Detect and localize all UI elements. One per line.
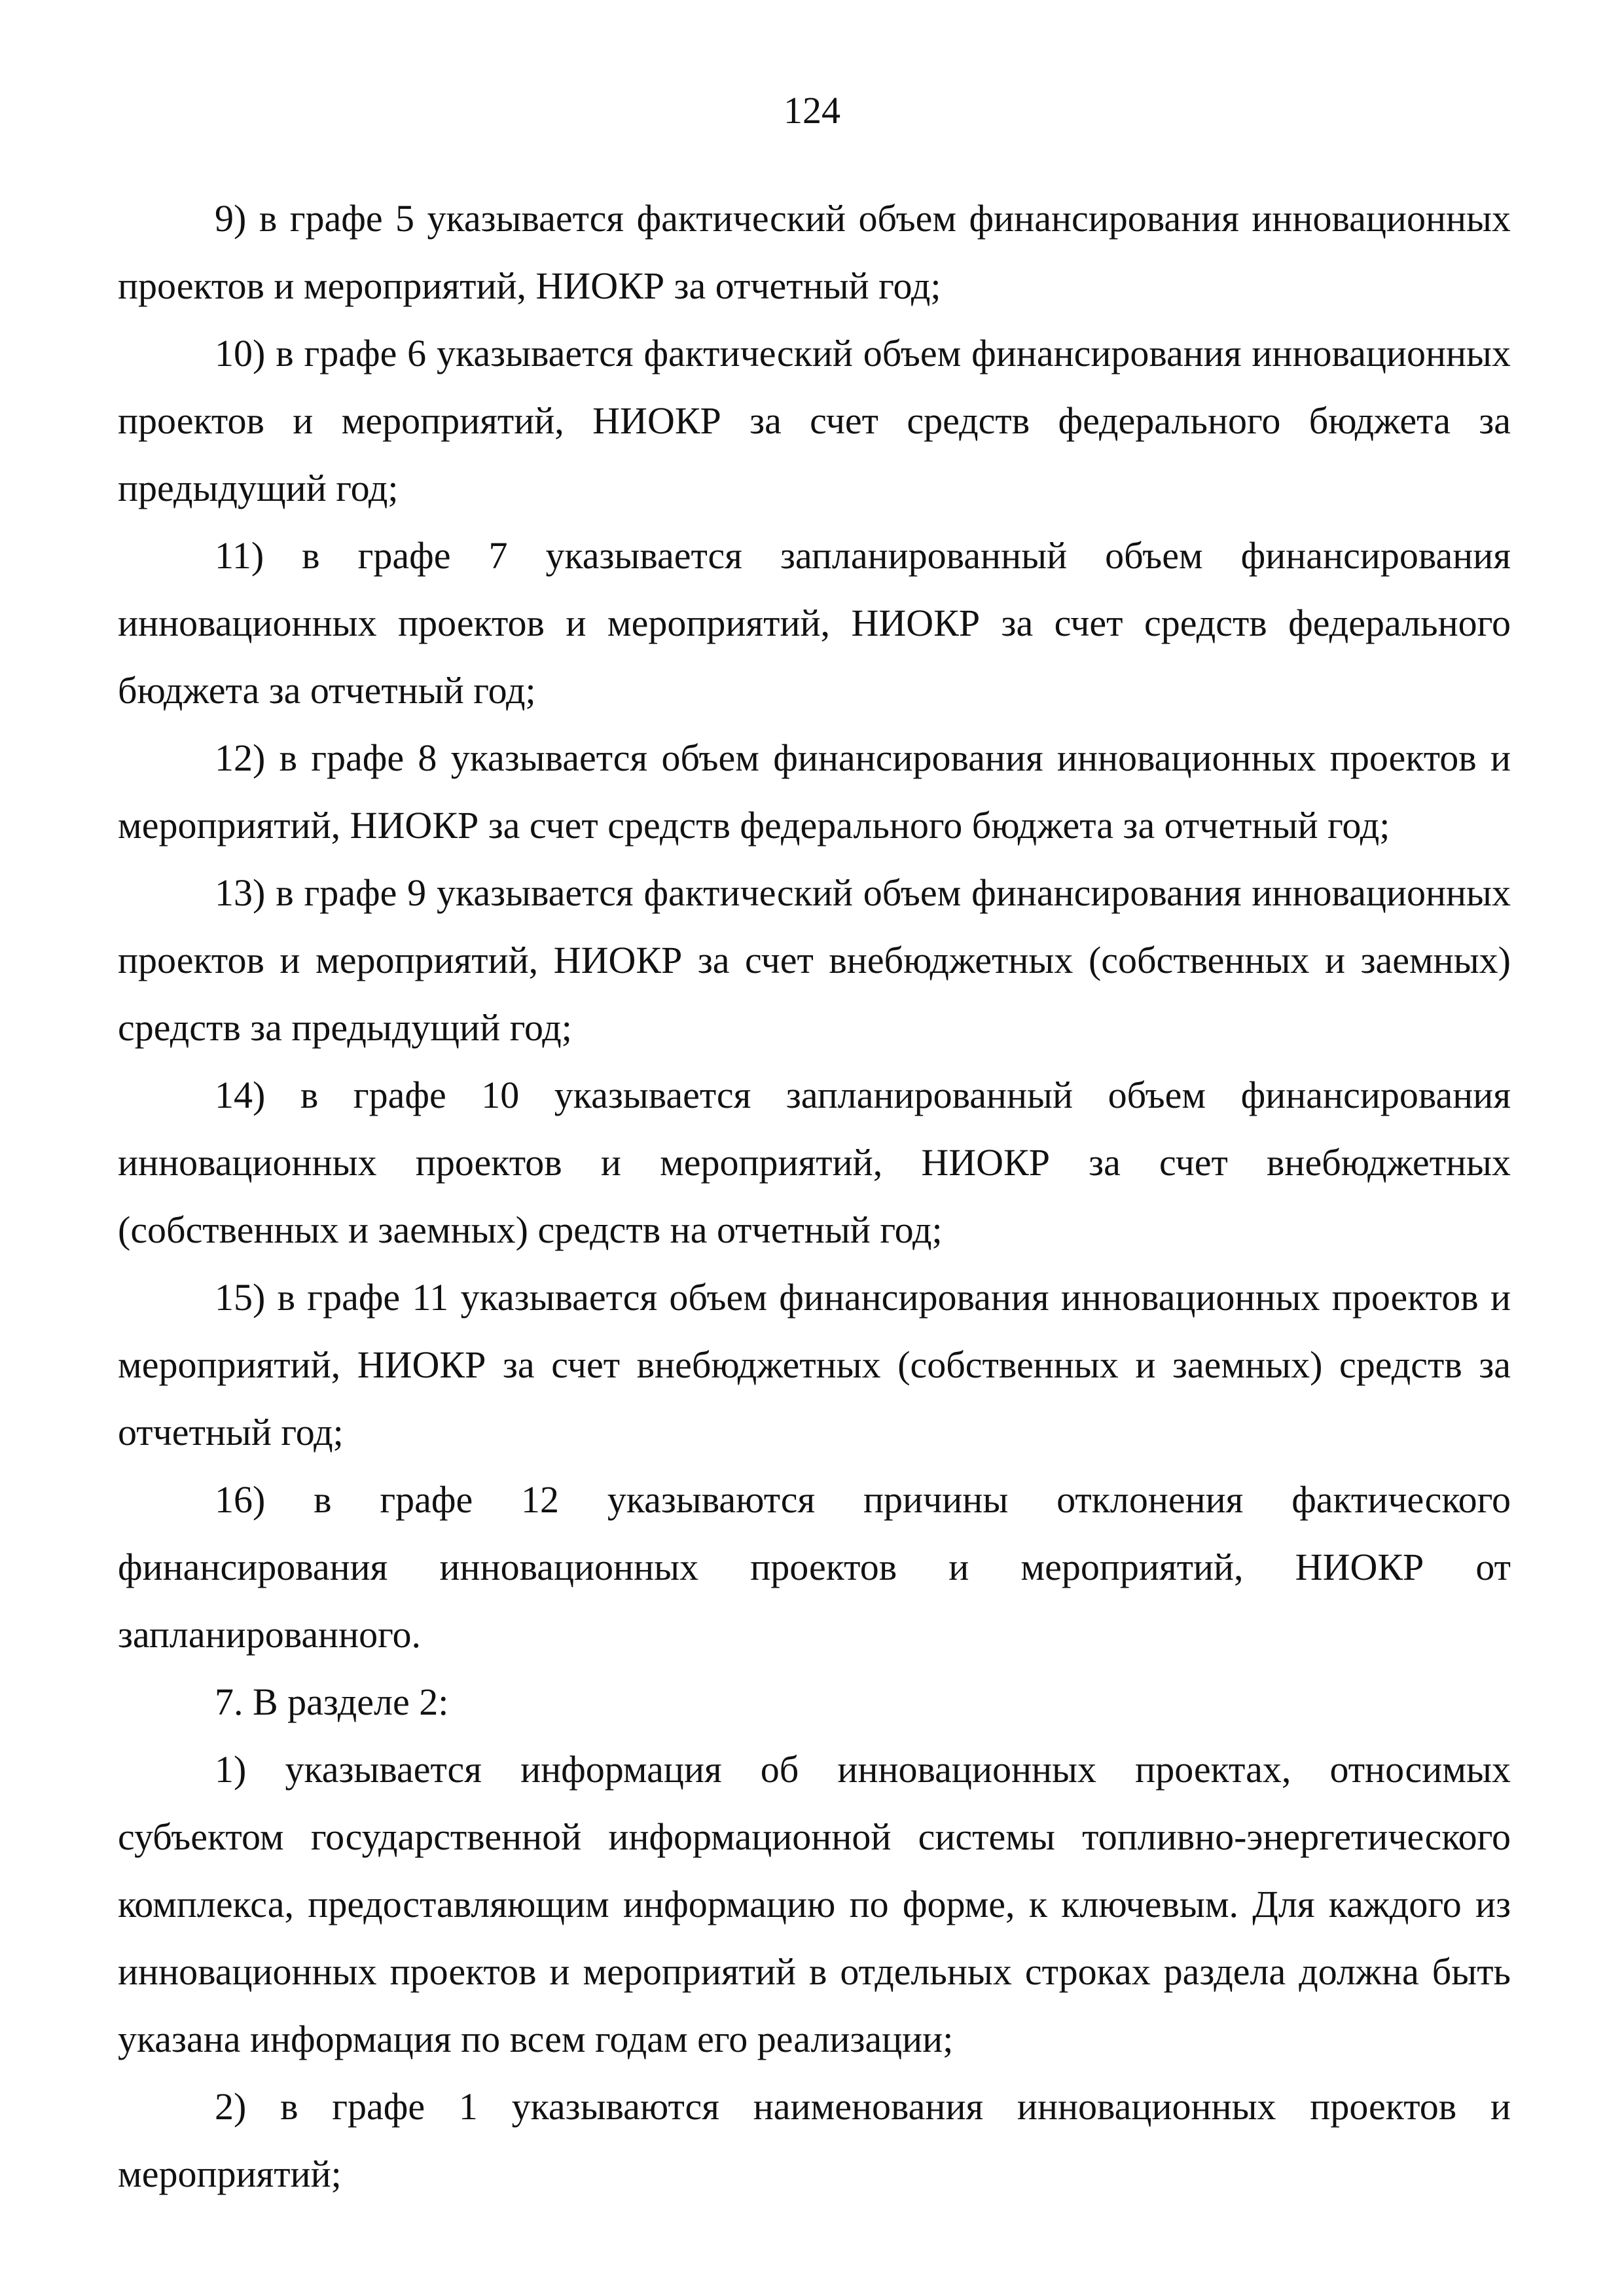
paragraph-13: 13) в графе 9 указывается фактический объем финансирования инновационных проектов и мероприятий, НИОКР за счет внебюджетных (собственных и заемных) средств за предыдущий год; [118,871,1511,1049]
paragraph-section2-2: 2) в графе 1 указываются наименования инновационных проектов и мероприятий; [118,2085,1511,2195]
document-body [118,185,1511,2208]
page-number: 124 [784,89,840,132]
paragraph-14: 14) в графе 10 указывается запланированный объем финансирования инновационных проектов и мероприятий, НИОКР за счет внебюджетных (собственных и заемных) средств на отчетный год; [118,1074,1511,1251]
paragraph-10: 10) в графе 6 указывается фактический объем финансирования инновационных проектов и мероприятий, НИОКР за счет средств федерального бюджета за предыдущий год; [118,332,1511,509]
section-heading-7: 7. В разделе 2: [215,1681,449,1723]
paragraph-11: 11) в графе 7 указывается запланированный объем финансирования инновационных проектов и мероприятий, НИОКР за счет средств федерального бюджета за отчетный год; [118,534,1511,712]
paragraph-12: 12) в графе 8 указывается объем финансирования инновационных проектов и мероприятий, НИОКР за счет средств федерального бюджета за отчетный год; [118,737,1511,847]
paragraph-16: 16) в графе 12 указываются причины отклонения фактического финансирования инновационных проектов и мероприятий, НИОКР от запланированного. [118,1478,1511,1656]
paragraph-15: 15) в графе 11 указывается объем финансирования инновационных проектов и мероприятий, НИОКР за счет внебюджетных (собственных и заемных) средств за отчетный год; [118,1276,1511,1453]
paragraph-9: 9) в графе 5 указывается фактический объем финансирования инновационных проектов и мероприятий, НИОКР за отчетный год; [118,197,1511,307]
paragraph-section2-1: 1) указывается информация об инновационных проектах, относимых субъектом государственной информационной системы топливно-энергетического комплекса, предоставляющим информацию по форме, к ключевым. Для каждого из инновационных проектов и мероприятий в отдельных строках раздела должна быть указана информация по всем годам его реализации; [118,1748,1511,2060]
